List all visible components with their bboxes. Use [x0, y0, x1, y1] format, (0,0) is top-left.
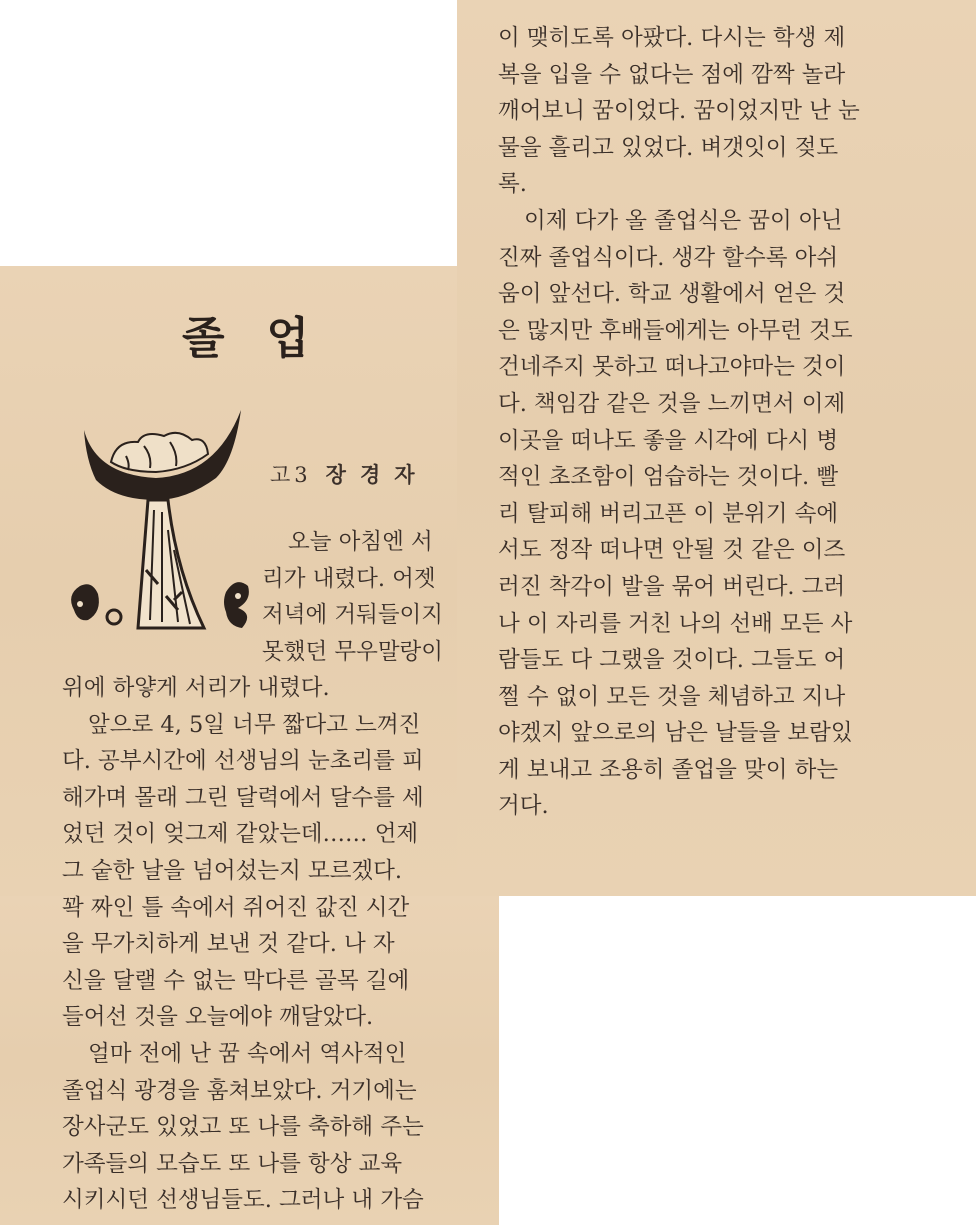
- text-line: 가족들의 모습도 또 나를 항상 교육: [62, 1150, 403, 1177]
- text-line: 리 탈피해 버리고픈 이 분위기 속에: [498, 500, 839, 527]
- byline-author: 장경자: [325, 462, 429, 487]
- text-line: 이제 다가 올 졸업식은 꿈이 아닌: [524, 207, 843, 234]
- text-line: 복을 입을 수 없다는 점에 깜짝 놀라: [498, 61, 846, 88]
- text-line: 쩔 수 없이 모든 것을 체념하고 지나: [498, 683, 846, 710]
- text-line: 물을 흘리고 있었다. 벼갯잇이 젖도: [498, 134, 839, 161]
- text-line: 들어선 것을 오늘에야 깨달았다.: [62, 1004, 374, 1031]
- text-line: 움이 앞선다. 학교 생활에서 얻은 것: [498, 281, 846, 308]
- text-line: 었던 것이 엊그제 같았는데…… 언제: [62, 821, 419, 848]
- text-line: 리가 내렸다. 어젯: [262, 565, 436, 592]
- text-line: 람들도 다 그랬을 것이다. 그들도 어: [498, 647, 846, 674]
- graduation-cap-illustration: [66, 400, 252, 640]
- text-line: 거다.: [498, 793, 549, 820]
- text-line: 나 이 자리를 거친 나의 선배 모든 사: [498, 610, 853, 637]
- text-line: 다. 책임감 같은 것을 느끼면서 이제: [498, 390, 846, 417]
- text-line: 해가며 몰래 그린 달력에서 달수를 세: [62, 784, 424, 811]
- text-line: 졸업식 광경을 훔쳐보았다. 거기에는: [62, 1077, 417, 1104]
- text-line: 은 많지만 후배들에게는 아무런 것도: [498, 317, 853, 344]
- text-line: 얼마 전에 난 꿈 속에서 역사적인: [88, 1040, 407, 1067]
- text-line: 다. 공부시간에 선생님의 눈초리를 피: [62, 748, 424, 775]
- text-line: 그 숱한 날을 넘어섰는지 모르겠다.: [62, 857, 403, 884]
- article-title: 졸업: [182, 313, 352, 364]
- text-line: 못했던 무우말랑이: [262, 638, 444, 665]
- text-line: 신을 달랠 수 없는 막다른 골목 길에: [62, 967, 410, 994]
- wrapped-text-column: [262, 524, 462, 670]
- text-line: 꽉 짜인 틀 속에서 쥐어진 값진 시간: [62, 894, 410, 921]
- text-line: 록.: [498, 171, 527, 198]
- text-line: 을 무가치하게 보낸 것 같다. 나 자: [62, 931, 395, 958]
- text-line: 저녁에 거둬들이지: [262, 602, 444, 629]
- byline: [270, 459, 429, 489]
- text-line: 이곳을 떠나도 좋을 시각에 다시 병: [498, 427, 839, 454]
- text-line: 서도 정작 떠나면 안될 것 같은 이즈: [498, 537, 846, 564]
- text-line: 진짜 졸업식이다. 생각 할수록 아쉬: [498, 244, 839, 271]
- text-line: 야겠지 앞으로의 남은 날들을 보람있: [498, 720, 853, 747]
- text-line: 앞으로 4, 5일 너무 짧다고 느껴진: [88, 711, 421, 738]
- right-text-column: [498, 20, 893, 825]
- text-line: 위에 하얗게 서리가 내렸다.: [62, 675, 330, 701]
- text-line: 장사군도 있었고 또 나를 축하해 주는: [62, 1114, 424, 1141]
- text-line: 이 맺히도록 아팠다. 다시는 학생 제: [498, 25, 846, 51]
- text-line: 오늘 아침엔 서: [288, 529, 433, 555]
- text-line: 건네주지 못하고 떠나고야마는 것이: [498, 354, 846, 381]
- text-line: 적인 초조함이 엄습하는 것이다. 빨: [498, 464, 839, 491]
- left-text-column: [62, 670, 457, 1219]
- text-line: 러진 착각이 발을 묶어 버린다. 그러: [498, 573, 846, 600]
- text-line: 게 보내고 조용히 졸업을 맞이 하는: [498, 756, 839, 783]
- text-line: 시키시던 선생님들도. 그러나 내 가슴: [62, 1187, 424, 1214]
- byline-grade: 고3: [270, 463, 312, 487]
- text-line: 깨어보니 꿈이었다. 꿈이었지만 난 눈: [498, 98, 860, 125]
